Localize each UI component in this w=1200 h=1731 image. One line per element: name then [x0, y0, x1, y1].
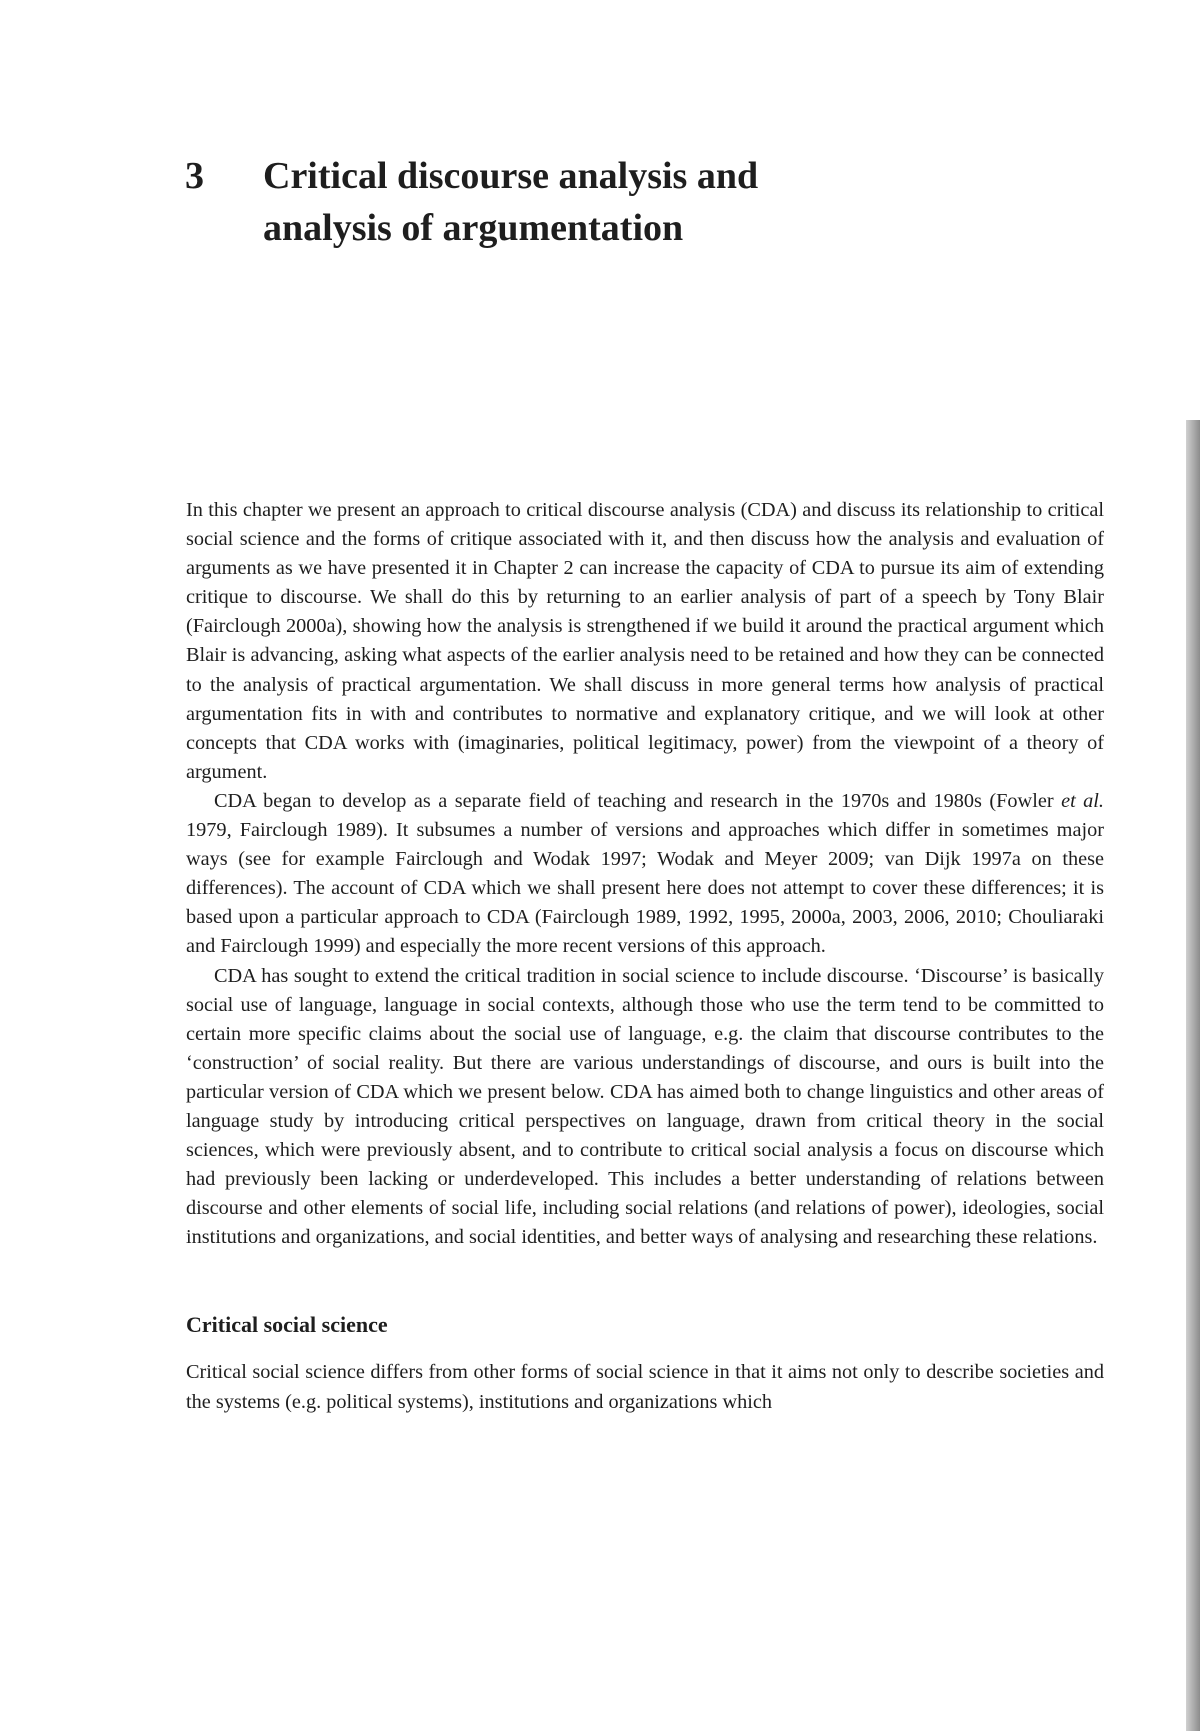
body-text — [186, 496, 1104, 1417]
paragraph-cda-origins-end: 1979, Fairclough 1989). It subsumes a number of versions and approaches which differ in sometimes major ways (see for example Fairclough and Wodak 1997; Wodak and Meyer 2009; van Dijk 1997a on these differences). The account of CDA which we shall present here does not attempt to cover these differences; it is based upon a particular approach to CDA (Fairclough 1989, 1992, 1995, 2000a, 2003, 2006, 2010; Chouliaraki and Fairclough 1999) and especially the more recent versions of this approach. — [186, 819, 1104, 958]
paragraph-cda-discourse: CDA has sought to extend the critical tradition in social science to include discourse. ‘Discourse’ is basically social use of language, language in social contexts, although those who use the term tend to be committed to certain more specific claims about the social use of language, e.g. the claim that discourse contributes to the ‘construction’ of social reality. But there are various understandings of discourse, and ours is built into the particular version of CDA which we present below. CDA has aimed both to change linguistics and other areas of language study by introducing critical perspectives on language, drawn from critical theory in the social sciences, which were previously absent, and to contribute to critical social analysis a focus on discourse which had previously been lacking or underdeveloped. This includes a better understanding of relations between discourse and other elements of social life, including social relations (and relations of power), ideologies, social institutions and organizations, and social identities, and better ways of analysing and researching these relations. — [186, 964, 1104, 1249]
paragraph-critical-social-science: Critical social science differs from other forms of social science in that it aims not only to describe societies and the systems (e.g. political systems), institutions and organizations which — [186, 1361, 1104, 1413]
chapter-title — [263, 150, 1003, 254]
chapter-number: 3 — [185, 155, 204, 197]
paragraph-cda-origins — [186, 787, 1104, 962]
section-heading: Critical social science — [186, 1312, 388, 1338]
chapter-title-line-1: Critical discourse analysis and — [263, 155, 759, 197]
paragraph-cda-origins-start: CDA began to develop as a separate field of teaching and research in the 1970s and 1980s (Fowler — [214, 789, 1062, 812]
et-al-italic: et al. — [1061, 789, 1104, 812]
page-edge-shadow — [1186, 420, 1200, 1731]
chapter-title-line-2: analysis of argumentation — [263, 207, 684, 249]
paragraph-intro: In this chapter we present an approach to critical discourse analysis (CDA) and discuss its relationship to critical social science and the forms of critique associated with it, and then discuss how the analysis and evaluation of arguments as we have presented it in Chapter 2 can increase the capacity of CDA to pursue its aim of extending critique to discourse. We shall do this by returning to an earlier analysis of part of a speech by Tony Blair (Fairclough 2000a), showing how the analysis is strengthened if we build it around the practical argument which Blair is advancing, asking what aspects of the earlier analysis need to be retained and how they can be connected to the analysis of practical argumentation. We shall discuss in more general terms how analysis of practical argumentation fits in with and contributes to normative and explanatory critique, and we will look at other concepts that CDA works with (imaginaries, political legitimacy, power) from the viewpoint of a theory of argument. — [186, 499, 1104, 783]
